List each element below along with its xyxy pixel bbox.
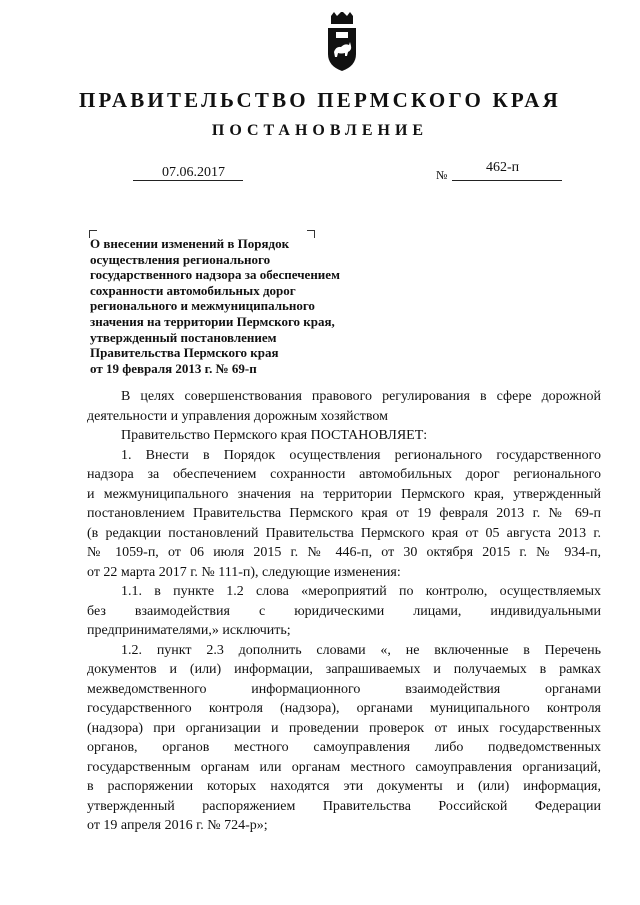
subject-line: от 19 февраля 2013 г. № 69-п bbox=[90, 360, 257, 376]
perm-krai-coat-of-arms-icon bbox=[325, 12, 359, 72]
body-line: (в редакции постановлений Правительства Пермского края от 05 августа 2013 г. bbox=[87, 525, 601, 541]
body-line: утвержденный распоряжением Правительства Российской Федерации bbox=[87, 798, 601, 814]
body-line: предпринимателями,» исключить; bbox=[87, 623, 291, 638]
body-line: межведомственного информационного взаимодействия органами bbox=[87, 681, 601, 697]
body-line: от 19 апреля 2016 г. № 724-р»; bbox=[87, 818, 268, 833]
subject-line: О внесении изменений в Порядок bbox=[90, 236, 290, 251]
subject-line: Правительства Пермского края bbox=[90, 345, 279, 361]
number-underline bbox=[452, 180, 562, 181]
body-line: постановлением Правительства Пермского края от 19 февраля 2013 г. № 69-п bbox=[87, 506, 601, 521]
body-line: от 22 марта 2017 г. № 111-п), следующие изменения: bbox=[87, 564, 401, 580]
body-line: документов и (или) информации, запрашиваемых и получаемых в рамках bbox=[87, 662, 601, 677]
body-line: (надзора) при организации и проведении проверок от иных государственных bbox=[87, 720, 601, 736]
body-line: и межмуниципального значения на территории Пермского края, утвержденный bbox=[87, 486, 601, 502]
body-line: 1.1. в пункте 1.2 слова «мероприятий по контролю, осуществляемых bbox=[121, 584, 601, 599]
document-number: 462-п bbox=[486, 160, 520, 175]
subject-line: государственного надзора за обеспечением bbox=[90, 267, 340, 283]
subject-line: утвержденный постановлением bbox=[90, 329, 277, 345]
body-line: в распоряжении которых находятся эти документы и (или) информация, bbox=[87, 779, 601, 794]
subject-line: осуществления регионального bbox=[90, 251, 271, 267]
document-body bbox=[87, 387, 601, 836]
body-line: В целях совершенствования правового регулирования в сфере дорожной bbox=[121, 389, 601, 404]
body-line: Правительство Пермского края ПОСТАНОВЛЯЕТ: bbox=[121, 428, 428, 443]
body-line: деятельности и управления дорожным хозяйством bbox=[87, 408, 388, 424]
number-sign: № bbox=[436, 168, 448, 182]
body-line: 1.2. пункт 2.3 дополнить словами «, не включенные в Перечень bbox=[121, 642, 601, 658]
subject-line: значения на территории Пермского края, bbox=[90, 313, 335, 329]
date-underline bbox=[133, 180, 243, 181]
body-line: 1. Внести в Порядок осуществления регионального государственного bbox=[121, 447, 601, 463]
government-title: ПРАВИТЕЛЬСТВО ПЕРМСКОГО КРАЯ bbox=[78, 88, 561, 112]
body-line: государственным органам или органам местного самоуправления организаций, bbox=[87, 759, 601, 775]
body-line: без взаимодействия с юридическими лицами, индивидуальными bbox=[87, 603, 601, 619]
body-line: государственного контроля (надзора), органами муниципального контроля bbox=[87, 701, 601, 716]
body-line: № 1059-п, от 06 июля 2015 г. № 446-п, от 30 октября 2015 г. № 934-п, bbox=[87, 545, 601, 560]
body-line: надзора за обеспечением сохранности автомобильных дорог регионального bbox=[87, 467, 601, 482]
document-date: 07.06.2017 bbox=[162, 165, 225, 180]
document-type: ПОСТАНОВЛЕНИЕ bbox=[211, 122, 429, 139]
document-subject bbox=[90, 236, 390, 376]
body-line: органов, органов местного самоуправления либо подведомственных bbox=[87, 740, 601, 755]
subject-line: регионального и межмуниципального bbox=[90, 298, 315, 314]
subject-line: сохранности автомобильных дорог bbox=[90, 282, 296, 298]
